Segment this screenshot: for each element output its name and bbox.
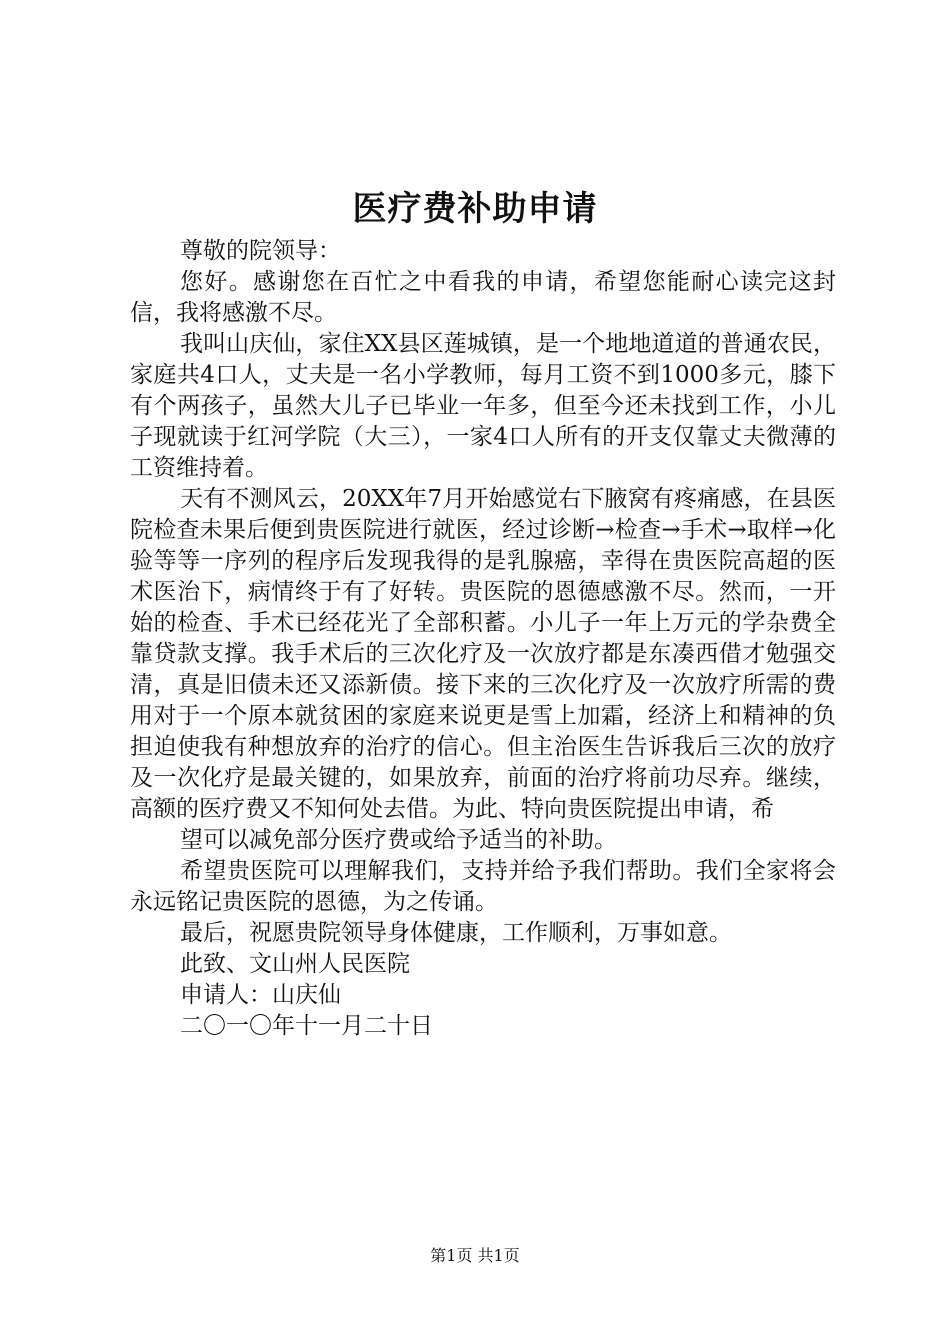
paragraph-request: 望可以减免部分医疗费或给予适当的补助。 bbox=[180, 827, 617, 853]
paragraph-wishes: 最后，祝愿贵院领导身体健康，工作顺利，万事如意。 bbox=[180, 920, 732, 946]
salutation: 尊敬的院领导： bbox=[180, 238, 341, 264]
paragraph-illness: 天有不测风云，20XX年7月开始感觉右下腋窝有疼痛感，在县医院检查未果后便到贵医院进行就医，经过诊断→检查→手术→取样→化验等等一序列的程序后发现我得的是乳腺癌，幸得在贵医院高超的医术医治下，病情终于有了好转。贵医院的恩德感激不尽。然而，一开始的检查、手术已经花光了全部积蓄。小儿子一年上万元的学杂费全靠贷款支撑。我手术后的三次化疗及一次放疗都是东凑西借才勉强交清，真是旧债未还又添新债。接下来的三次化疗及一次放疗所需的费用对于一个原本就贫困的家庭来说更是雪上加霜，经济上和精神的负担迫使我有种想放弃的治疗的信心。但主治医生告诉我后三次的放疗及一次化疗是最关键的，如果放弃，前面的治疗将前功尽弃。继续，高额的医疗费又不知何处去借。为此、特向贵医院提出申请，希 bbox=[130, 486, 836, 822]
letter-date: 二〇一〇年十一月二十日 bbox=[180, 1013, 433, 1039]
document-title: 医疗费补助申请 bbox=[352, 189, 598, 229]
document-body bbox=[130, 236, 836, 1042]
paragraph-hope: 希望贵医院可以理解我们，支持并给予我们帮助。我们全家将会永远铭记贵医院的恩德，为之传诵。 bbox=[130, 858, 836, 915]
paragraph-greeting: 您好。感谢您在百忙之中看我的申请，希望您能耐心读完这封信，我将感激不尽。 bbox=[130, 269, 836, 326]
paragraph-family-background: 我叫山庆仙，家住XX县区莲城镇，是一个地地道道的普通农民，家庭共4口人，丈夫是一名小学教师，每月工资不到1000多元，膝下有个两孩子，虽然大儿子已毕业一年多，但至今还未找到工作，小儿子现就读于红河学院（大三），一家4口人所有的开支仅靠丈夫微薄的工资维持着。 bbox=[130, 331, 836, 481]
page-footer: 第1页 共1页 bbox=[430, 1246, 520, 1265]
applicant-signature: 申请人：山庆仙 bbox=[180, 982, 341, 1008]
closing-recipient: 此致、文山州人民医院 bbox=[180, 951, 410, 977]
